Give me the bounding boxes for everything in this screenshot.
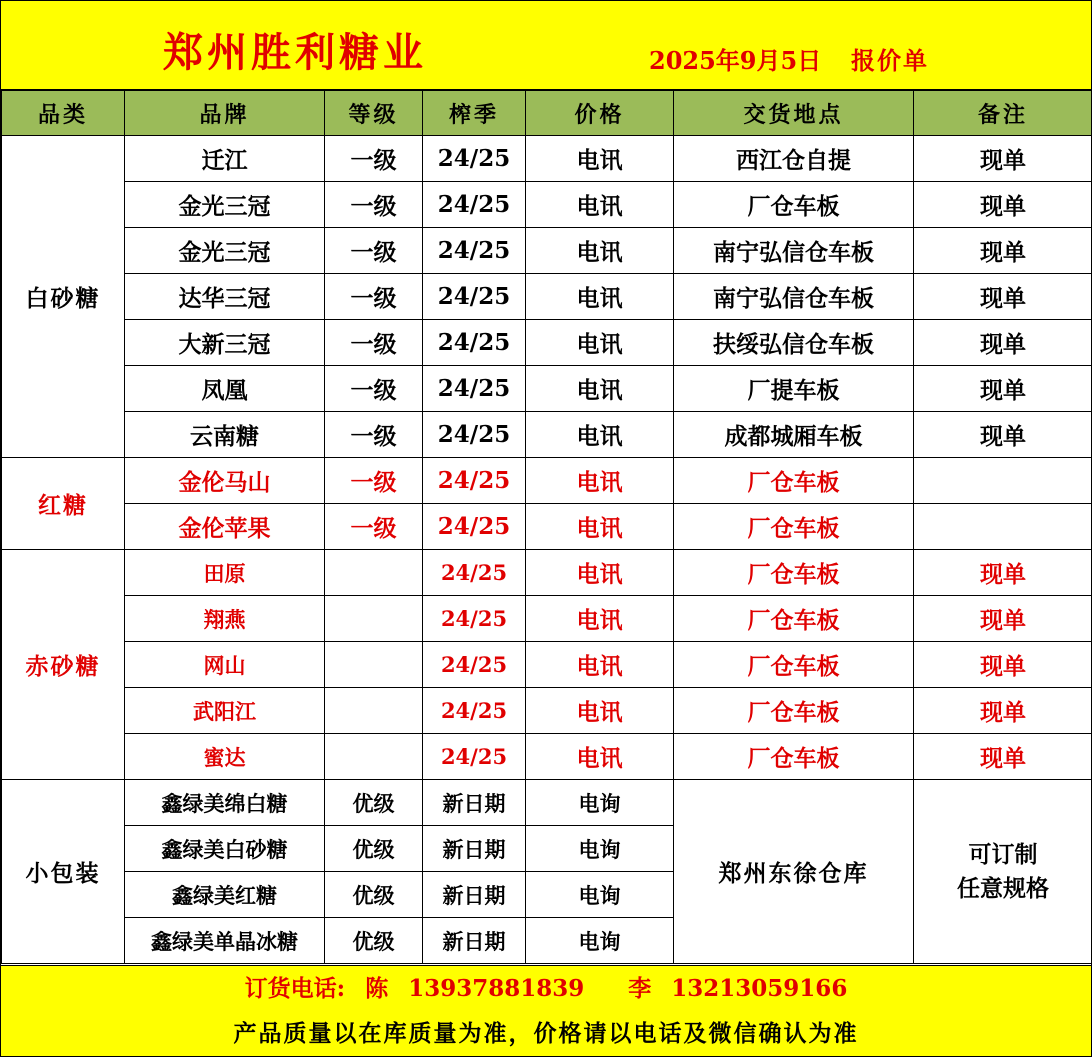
order-phone-label: 订货电话: bbox=[244, 975, 346, 1002]
location-cell: 厂提车板 bbox=[674, 366, 914, 412]
grade-cell bbox=[325, 550, 423, 596]
brand-cell: 大新三冠 bbox=[125, 320, 325, 366]
season-cell: 新日期 bbox=[423, 872, 526, 918]
price-cell: 电讯 bbox=[526, 320, 674, 366]
category-cell: 白砂糖 bbox=[2, 136, 125, 458]
table-row bbox=[2, 642, 1092, 688]
location-cell: 成都城厢车板 bbox=[674, 412, 914, 458]
document-type: 报价单 bbox=[851, 46, 929, 75]
contact-phone[interactable]: 13937881839 bbox=[408, 975, 585, 1002]
brand-cell: 金光三冠 bbox=[125, 228, 325, 274]
brand-cell: 翔燕 bbox=[125, 596, 325, 642]
table-row bbox=[2, 412, 1092, 458]
table-row bbox=[2, 182, 1092, 228]
location-cell: 南宁弘信仓车板 bbox=[674, 228, 914, 274]
price-cell: 电讯 bbox=[526, 504, 674, 550]
note-cell: 现单 bbox=[914, 182, 1092, 228]
contact-phone[interactable]: 13213059166 bbox=[671, 975, 848, 1002]
table-row bbox=[2, 274, 1092, 320]
price-cell: 电讯 bbox=[526, 688, 674, 734]
location-cell: 厂仓车板 bbox=[674, 734, 914, 780]
season-cell: 24/25 bbox=[423, 688, 526, 734]
season-cell: 24/25 bbox=[423, 136, 526, 182]
location-cell: 郑州东徐仓库 bbox=[674, 780, 914, 964]
season-cell: 24/25 bbox=[423, 504, 526, 550]
season-cell: 24/25 bbox=[423, 412, 526, 458]
location-cell: 厂仓车板 bbox=[674, 642, 914, 688]
price-cell: 电询 bbox=[526, 826, 674, 872]
contact-name: 李 bbox=[628, 975, 652, 1002]
title-bar bbox=[1, 1, 1091, 90]
note-cell: 现单 bbox=[914, 366, 1092, 412]
location-cell: 厂仓车板 bbox=[674, 182, 914, 228]
category-cell: 红糖 bbox=[2, 458, 125, 550]
note-cell: 现单 bbox=[914, 688, 1092, 734]
brand-cell: 达华三冠 bbox=[125, 274, 325, 320]
season-cell: 24/25 bbox=[423, 642, 526, 688]
contact-name: 陈 bbox=[365, 975, 389, 1002]
grade-cell: 一级 bbox=[325, 182, 423, 228]
note-cell: 现单 bbox=[914, 228, 1092, 274]
table-row bbox=[2, 550, 1092, 596]
quote-date: 2025年9月5日 bbox=[649, 46, 822, 75]
grade-cell: 一级 bbox=[325, 274, 423, 320]
grade-cell bbox=[325, 688, 423, 734]
table-row bbox=[2, 734, 1092, 780]
table-row bbox=[2, 504, 1092, 550]
note-cell: 现单 bbox=[914, 642, 1092, 688]
note-cell: 现单 bbox=[914, 274, 1092, 320]
company-name: 郑州胜利糖业 bbox=[163, 29, 427, 76]
grade-cell: 优级 bbox=[325, 826, 423, 872]
disclaimer-bar: 产品质量以在库质量为准，价格请以电话及微信确认为准 bbox=[1, 1011, 1091, 1056]
brand-cell: 迁江 bbox=[125, 136, 325, 182]
note-line: 任意规格 bbox=[957, 874, 1049, 902]
brand-cell: 蜜达 bbox=[125, 734, 325, 780]
brand-cell: 鑫绿美白砂糖 bbox=[125, 826, 325, 872]
table-row bbox=[2, 688, 1092, 734]
table-row bbox=[2, 596, 1092, 642]
brand-cell: 武阳江 bbox=[125, 688, 325, 734]
table-row bbox=[2, 366, 1092, 412]
brand-cell: 鑫绿美绵白糖 bbox=[125, 780, 325, 826]
grade-cell: 优级 bbox=[325, 872, 423, 918]
price-cell: 电讯 bbox=[526, 366, 674, 412]
brand-cell: 网山 bbox=[125, 642, 325, 688]
note-cell bbox=[914, 780, 1092, 964]
grade-cell: 一级 bbox=[325, 136, 423, 182]
price-cell: 电讯 bbox=[526, 458, 674, 504]
note-cell: 现单 bbox=[914, 734, 1092, 780]
note-cell bbox=[914, 504, 1092, 550]
price-cell: 电讯 bbox=[526, 412, 674, 458]
brand-cell: 鑫绿美单晶冰糖 bbox=[125, 918, 325, 964]
grade-cell bbox=[325, 734, 423, 780]
price-cell: 电询 bbox=[526, 780, 674, 826]
grade-cell: 优级 bbox=[325, 918, 423, 964]
grade-cell bbox=[325, 642, 423, 688]
grade-cell: 一级 bbox=[325, 320, 423, 366]
note-cell: 现单 bbox=[914, 320, 1092, 366]
note-cell: 现单 bbox=[914, 550, 1092, 596]
price-cell: 电讯 bbox=[526, 182, 674, 228]
season-cell: 新日期 bbox=[423, 918, 526, 964]
table-row bbox=[2, 228, 1092, 274]
table-row bbox=[2, 780, 1092, 826]
location-cell: 厂仓车板 bbox=[674, 596, 914, 642]
season-cell: 24/25 bbox=[423, 182, 526, 228]
brand-cell: 田原 bbox=[125, 550, 325, 596]
location-cell: 扶绥弘信仓车板 bbox=[674, 320, 914, 366]
location-cell: 厂仓车板 bbox=[674, 458, 914, 504]
season-cell: 24/25 bbox=[423, 596, 526, 642]
price-cell: 电询 bbox=[526, 872, 674, 918]
brand-cell: 金伦苹果 bbox=[125, 504, 325, 550]
price-cell: 电讯 bbox=[526, 228, 674, 274]
season-cell: 24/25 bbox=[423, 320, 526, 366]
grade-cell: 一级 bbox=[325, 228, 423, 274]
note-line: 可订制 bbox=[968, 840, 1038, 868]
grade-cell: 一级 bbox=[325, 458, 423, 504]
order-phone-bar bbox=[1, 965, 1091, 1012]
grade-cell bbox=[325, 596, 423, 642]
table-row bbox=[2, 458, 1092, 504]
location-cell: 厂仓车板 bbox=[674, 688, 914, 734]
price-cell: 电询 bbox=[526, 918, 674, 964]
note-cell: 现单 bbox=[914, 412, 1092, 458]
column-header-grade: 等级 bbox=[325, 91, 423, 136]
column-header-note: 备注 bbox=[914, 91, 1092, 136]
price-table bbox=[1, 90, 1092, 964]
note-cell: 现单 bbox=[914, 136, 1092, 182]
location-cell: 厂仓车板 bbox=[674, 550, 914, 596]
season-cell: 24/25 bbox=[423, 734, 526, 780]
season-cell: 24/25 bbox=[423, 228, 526, 274]
brand-cell: 金光三冠 bbox=[125, 182, 325, 228]
grade-cell: 一级 bbox=[325, 412, 423, 458]
category-cell: 赤砂糖 bbox=[2, 550, 125, 780]
brand-cell: 凤凰 bbox=[125, 366, 325, 412]
category-cell: 小包装 bbox=[2, 780, 125, 964]
column-header-row bbox=[2, 91, 1092, 136]
location-cell: 厂仓车板 bbox=[674, 504, 914, 550]
brand-cell: 云南糖 bbox=[125, 412, 325, 458]
column-header-location: 交货地点 bbox=[674, 91, 914, 136]
season-cell: 新日期 bbox=[423, 826, 526, 872]
season-cell: 24/25 bbox=[423, 274, 526, 320]
price-cell: 电讯 bbox=[526, 136, 674, 182]
price-cell: 电讯 bbox=[526, 642, 674, 688]
column-header-category: 品类 bbox=[2, 91, 125, 136]
season-cell: 24/25 bbox=[423, 366, 526, 412]
location-cell: 西江仓自提 bbox=[674, 136, 914, 182]
price-cell: 电讯 bbox=[526, 274, 674, 320]
brand-cell: 金伦马山 bbox=[125, 458, 325, 504]
grade-cell: 优级 bbox=[325, 780, 423, 826]
season-cell: 24/25 bbox=[423, 458, 526, 504]
column-header-season: 榨季 bbox=[423, 91, 526, 136]
table-row bbox=[2, 136, 1092, 182]
price-cell: 电讯 bbox=[526, 596, 674, 642]
grade-cell: 一级 bbox=[325, 504, 423, 550]
note-cell bbox=[914, 458, 1092, 504]
grade-cell: 一级 bbox=[325, 366, 423, 412]
price-cell: 电讯 bbox=[526, 734, 674, 780]
location-cell: 南宁弘信仓车板 bbox=[674, 274, 914, 320]
table-row bbox=[2, 320, 1092, 366]
price-cell: 电讯 bbox=[526, 550, 674, 596]
brand-cell: 鑫绿美红糖 bbox=[125, 872, 325, 918]
season-cell: 新日期 bbox=[423, 780, 526, 826]
note-cell: 现单 bbox=[914, 596, 1092, 642]
column-header-brand: 品牌 bbox=[125, 91, 325, 136]
column-header-price: 价格 bbox=[526, 91, 674, 136]
season-cell: 24/25 bbox=[423, 550, 526, 596]
